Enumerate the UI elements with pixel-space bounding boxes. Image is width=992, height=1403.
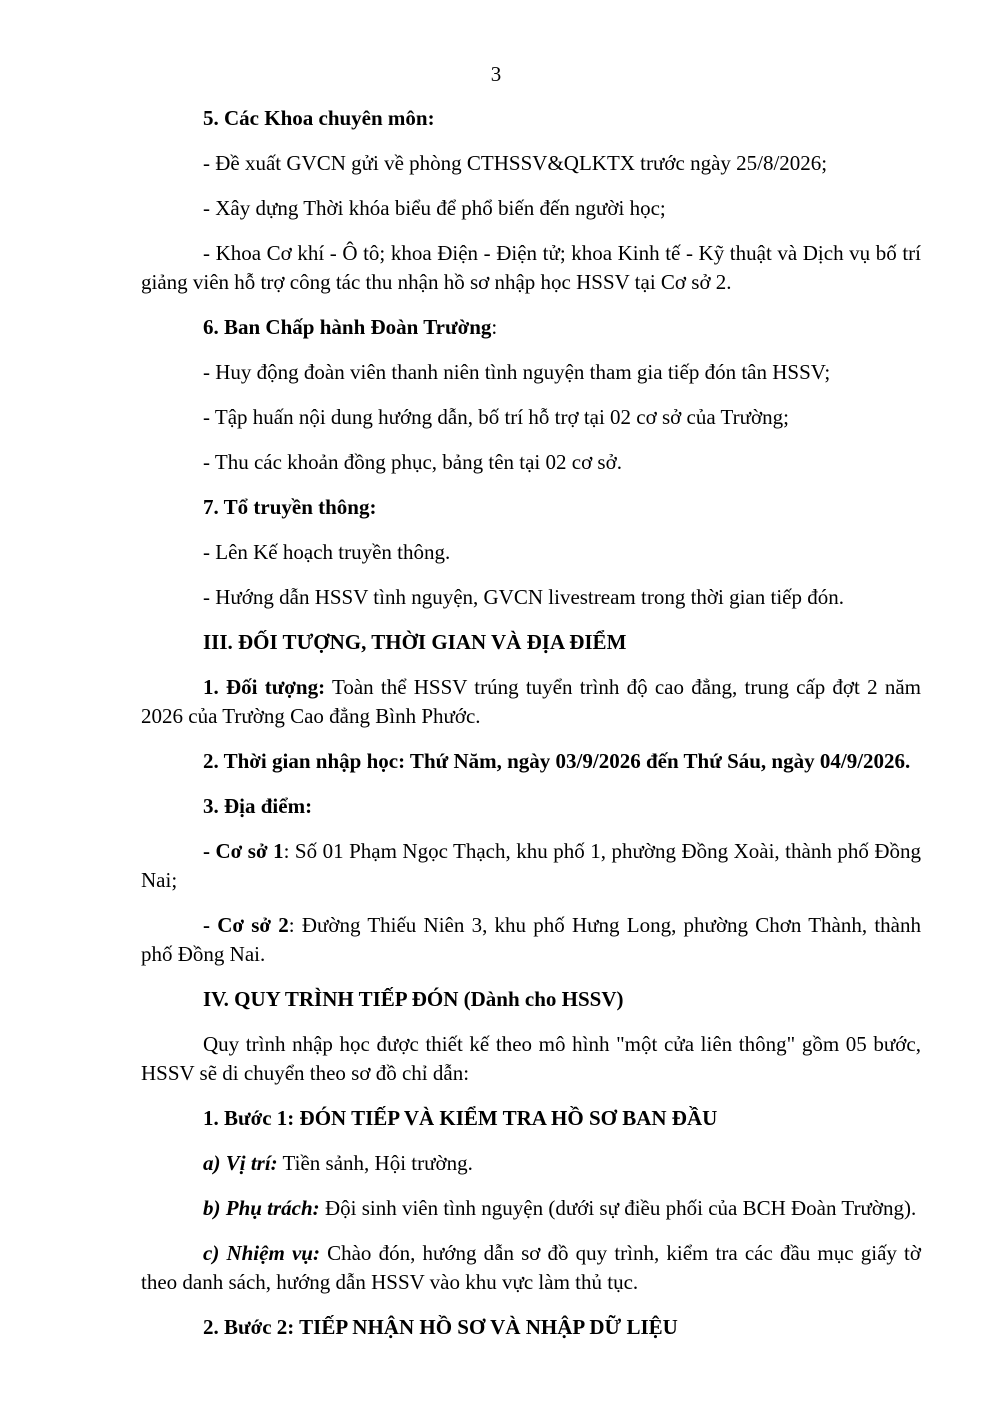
- nhiem-vu-paragraph: [141, 1239, 921, 1297]
- section-7-item-2: - Hướng dẫn HSSV tình nguyện, GVCN livestream trong thời gian tiếp đón.: [203, 585, 844, 609]
- nhiem-vu-label: c) Nhiệm vụ:: [203, 1241, 320, 1265]
- vi-tri-label: a) Vị trí:: [203, 1151, 278, 1175]
- part-4-heading: IV. QUY TRÌNH TIẾP ĐÓN (Dành cho HSSV): [203, 987, 624, 1011]
- section-6-item-2: - Tập huấn nội dung hướng dẫn, bố trí hỗ trợ tại 02 cơ sở của Trường;: [203, 405, 789, 429]
- section-5-item-3: - Khoa Cơ khí - Ô tô; khoa Điện - Điện tử; khoa Kinh tế - Kỹ thuật và Dịch vụ bố trí giảng viên hỗ trợ công tác thu nhận hồ sơ nhập học HSSV tại Cơ sở 2.: [141, 241, 921, 294]
- nhiem-vu-text: Chào đón, hướng dẫn sơ đồ quy trình, kiểm tra các đầu mục giấy tờ theo danh sách, hướng dẫn HSSV vào khu vực làm thủ tục.: [141, 1241, 921, 1294]
- section-5-heading: 5. Các Khoa chuyên môn:: [203, 106, 435, 130]
- page-number: 3: [490, 62, 502, 86]
- doi-tuong-paragraph: [141, 673, 921, 731]
- vi-tri-paragraph: [141, 1149, 921, 1178]
- part-4-intro: Quy trình nhập học được thiết kế theo mô hình "một cửa liên thông" gồm 05 bước, HSSV sẽ di chuyển theo sơ đồ chỉ dẫn:: [141, 1032, 921, 1085]
- section-6-item-1: - Huy động đoàn viên thanh niên tình nguyện tham gia tiếp đón tân HSSV;: [203, 360, 831, 384]
- co-so-1-label: - Cơ sở 1: [203, 839, 284, 863]
- step-1-heading: 1. Bước 1: ĐÓN TIẾP VÀ KIỂM TRA HỒ SƠ BAN ĐẦU: [203, 1106, 718, 1130]
- dia-diem-heading: 3. Địa điểm:: [203, 794, 313, 818]
- vi-tri-text: Tiền sảnh, Hội trường.: [277, 1151, 473, 1175]
- section-6-heading: 6. Ban Chấp hành Đoàn Trường: [203, 315, 492, 339]
- section-6-heading-line: [141, 313, 921, 342]
- section-7-item-1: - Lên Kế hoạch truyền thông.: [203, 540, 451, 564]
- section-6-item-3: - Thu các khoản đồng phục, bảng tên tại 02 cơ sở.: [203, 450, 622, 474]
- co-so-1-text: : Số 01 Phạm Ngọc Thạch, khu phố 1, phường Đồng Xoài, thành phố Đồng Nai;: [141, 839, 921, 892]
- phu-trach-paragraph: [141, 1194, 921, 1223]
- co-so-2-paragraph: [141, 911, 921, 969]
- step-2-heading: 2. Bước 2: TIẾP NHẬN HỒ SƠ VÀ NHẬP DỮ LIỆU: [203, 1315, 678, 1339]
- doi-tuong-label: 1. Đối tượng:: [203, 675, 326, 699]
- phu-trach-text: Đội sinh viên tình nguyện (dưới sự điều phối của BCH Đoàn Trường).: [319, 1196, 917, 1220]
- section-6-heading-colon: :: [491, 315, 498, 339]
- section-7-heading: 7. Tổ truyền thông:: [203, 495, 377, 519]
- co-so-1-paragraph: [141, 837, 921, 895]
- section-5-item-2: - Xây dựng Thời khóa biểu để phổ biến đến người học;: [203, 196, 666, 220]
- phu-trach-label: b) Phụ trách:: [203, 1196, 320, 1220]
- co-so-2-text: : Đường Thiếu Niên 3, khu phố Hưng Long, phường Chơn Thành, thành phố Đồng Nai.: [141, 913, 921, 966]
- document-body: [141, 104, 921, 1342]
- section-5-item-1: - Đề xuất GVCN gửi về phòng CTHSSV&QLKTX trước ngày 25/8/2026;: [203, 151, 828, 175]
- co-so-2-label: - Cơ sở 2: [203, 913, 289, 937]
- doi-tuong-text: Toàn thể HSSV trúng tuyển trình độ cao đẳng, trung cấp đợt 2 năm 2026 của Trường Cao đẳng Bình Phước.: [141, 675, 921, 728]
- part-3-heading: III. ĐỐI TƯỢNG, THỜI GIAN VÀ ĐỊA ĐIỂM: [203, 630, 627, 654]
- thoi-gian-paragraph: 2. Thời gian nhập học: Thứ Năm, ngày 03/9/2026 đến Thứ Sáu, ngày 04/9/2026.: [203, 749, 911, 773]
